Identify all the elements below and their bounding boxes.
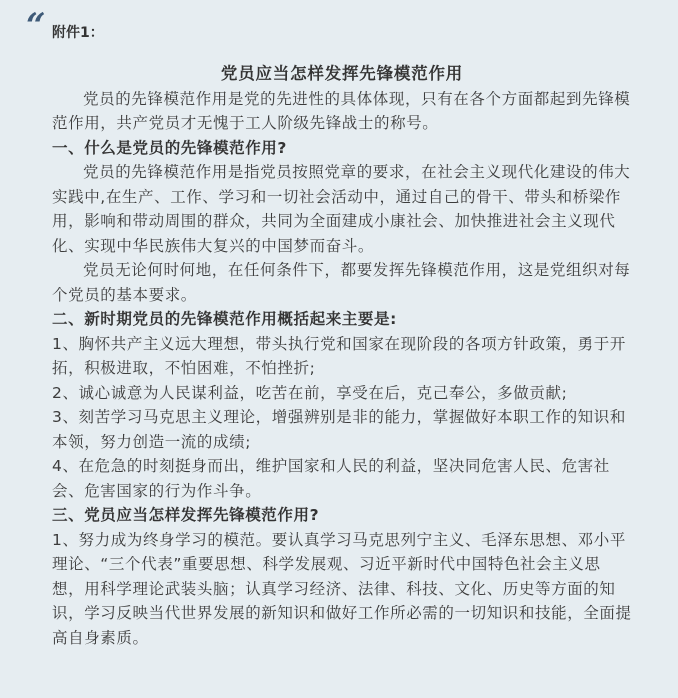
section-2-item: 1、胸怀共产主义远大理想，带头执行党和国家在现阶段的各项方针政策，勇于开拓，积极进取，不怕困难，不怕挫折; [52,334,626,377]
section-1-paragraph-2: 党员无论何时何地，在任何条件下，都要发挥先锋模范作用，这是党组织对每个党员的基本要求。 [52,261,631,304]
document-body [52,62,632,650]
section-2-item: 3、刻苦学习马克思主义理论，增强辨别是非的能力，掌握做好本职工作的知识和本领，努力创造一流的成绩; [52,408,626,451]
section-3-heading: 三、党员应当怎样发挥先锋模范作用? [52,506,320,524]
document-title: 党员应当怎样发挥先锋模范作用 [220,64,464,83]
section-2-item: 4、在危急的时刻挺身而出，维护国家和人民的利益，坚决同危害人民、危害社会、危害国家的行为作斗争。 [52,457,610,500]
section-1-paragraph-1: 党员的先锋模范作用是指党员按照党章的要求，在社会主义现代化建设的伟大实践中,在生产、工作、学习和一切社会活动中，通过自己的骨干、带头和桥梁作用，影响和带动周围的群众，共同为全面建成小康社会、加快推进社会主义现代化、实现中华民族伟大复兴的中国梦而奋斗。 [52,163,631,255]
section-1-heading: 一、什么是党员的先锋模范作用? [52,138,287,157]
section-2-item: 2、诚心诚意为人民谋利益，吃苦在前，享受在后，克己奉公，多做贡献; [52,383,568,402]
section-3-item: 1、努力成为终身学习的模范。要认真学习马克思列宁主义、毛泽东思想、邓小平理论、“三个代表”重要思想、科学发展观、习近平新时代中国特色社会主义思想，用科学理论武装头脑；认真学习经济、法律、科技、文化、历史等方面的知识，学习反映当代世界发展的新知识和做好工作所必需的一切知识和技能，全面提高自身素质。 [52,530,632,647]
section-2-heading: 二、新时期党员的先锋模范作用概括起来主要是: [52,310,397,328]
quote-mark-icon: “ [26,6,43,46]
intro-paragraph: 党员的先锋模范作用是党的先进性的具体体现，只有在各个方面都起到先锋模范作用，共产党员才无愧于工人阶级先锋战士的称号。 [52,89,631,132]
attachment-label: 附件1： [52,25,104,41]
